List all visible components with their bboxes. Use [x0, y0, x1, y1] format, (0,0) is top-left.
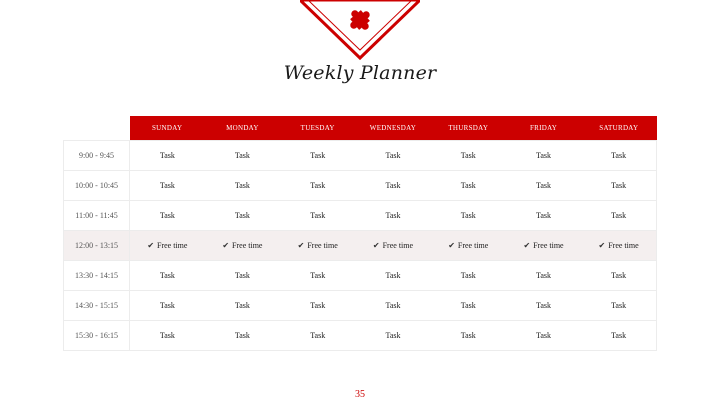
task-cell: Task	[355, 171, 430, 201]
table-row	[64, 291, 657, 321]
task-cell: Task	[280, 141, 355, 171]
check-icon: ✔	[523, 241, 531, 250]
task-cell: Task	[280, 261, 355, 291]
corner-cell	[64, 116, 130, 141]
free-time-cell	[205, 231, 280, 261]
day-header-friday: FRIDAY	[506, 116, 581, 141]
task-cell: Task	[205, 201, 280, 231]
task-cell: Task	[506, 291, 581, 321]
header-row	[64, 116, 657, 141]
time-slot: 13:30 - 14:15	[64, 261, 130, 291]
time-slot: 12:00 - 13:15	[64, 231, 130, 261]
free-time-label: Free time	[457, 241, 489, 250]
task-cell: Task	[506, 321, 581, 351]
table-row	[64, 171, 657, 201]
day-header-wednesday: WEDNESDAY	[355, 116, 430, 141]
table-row-free-time	[64, 231, 657, 261]
table-row	[64, 201, 657, 231]
weekly-planner-table	[63, 116, 657, 351]
time-slot: 10:00 - 10:45	[64, 171, 130, 201]
task-cell: Task	[506, 171, 581, 201]
task-cell: Task	[280, 291, 355, 321]
time-slot: 15:30 - 16:15	[64, 321, 130, 351]
task-cell: Task	[581, 141, 656, 171]
table-row	[64, 261, 657, 291]
check-icon: ✔	[448, 241, 455, 250]
task-cell: Task	[581, 201, 656, 231]
free-time-label: Free time	[533, 241, 564, 250]
day-header-saturday: SATURDAY	[581, 116, 656, 141]
task-cell: Task	[431, 171, 506, 201]
check-icon: ✔	[222, 241, 230, 250]
task-cell: Task	[355, 261, 430, 291]
task-cell: Task	[431, 201, 506, 231]
task-cell: Task	[581, 171, 656, 201]
time-slot: 9:00 - 9:45	[64, 141, 130, 171]
task-cell: Task	[506, 261, 581, 291]
task-cell: Task	[506, 141, 581, 171]
task-cell: Task	[280, 171, 355, 201]
table-row	[64, 141, 657, 171]
task-cell: Task	[130, 261, 205, 291]
task-cell: Task	[355, 321, 430, 351]
page-number: 35	[355, 389, 365, 400]
task-cell: Task	[205, 291, 280, 321]
task-cell: Task	[130, 291, 205, 321]
time-slot: 14:30 - 15:15	[64, 291, 130, 321]
task-cell: Task	[130, 201, 205, 231]
task-cell: Task	[280, 201, 355, 231]
task-cell: Task	[280, 321, 355, 351]
check-icon: ✔	[147, 241, 155, 250]
free-time-cell	[506, 231, 581, 261]
free-time-label: Free time	[608, 241, 639, 250]
task-cell: Task	[130, 141, 205, 171]
task-cell: Task	[506, 201, 581, 231]
day-header-sunday: SUNDAY	[130, 116, 205, 141]
check-icon: ✔	[372, 241, 380, 250]
task-cell: Task	[205, 141, 280, 171]
task-cell: Task	[581, 321, 656, 351]
task-cell: Task	[581, 291, 656, 321]
table-row	[64, 321, 657, 351]
task-cell: Task	[581, 261, 656, 291]
day-header-thursday: THURSDAY	[431, 116, 506, 141]
page-title: Weekly Planner	[283, 62, 437, 84]
task-cell: Task	[205, 321, 280, 351]
free-time-label: Free time	[382, 241, 414, 250]
free-time-cell	[431, 231, 506, 261]
task-cell: Task	[431, 141, 506, 171]
header-emblem	[300, 0, 420, 62]
day-header-tuesday: TUESDAY	[280, 116, 355, 141]
task-cell: Task	[431, 291, 506, 321]
task-cell: Task	[205, 171, 280, 201]
task-cell: Task	[130, 171, 205, 201]
check-icon: ✔	[598, 241, 606, 250]
task-cell: Task	[431, 321, 506, 351]
free-time-cell	[130, 231, 205, 261]
task-cell: Task	[355, 291, 430, 321]
task-cell: Task	[205, 261, 280, 291]
free-time-label: Free time	[307, 241, 338, 250]
day-header-monday: MONDAY	[205, 116, 280, 141]
task-cell: Task	[355, 141, 430, 171]
free-time-cell	[355, 231, 430, 261]
free-time-label: Free time	[232, 241, 263, 250]
time-slot: 11:00 - 11:45	[64, 201, 130, 231]
task-cell: Task	[355, 201, 430, 231]
free-time-label: Free time	[157, 241, 188, 250]
task-cell: Task	[431, 261, 506, 291]
task-cell: Task	[130, 321, 205, 351]
free-time-cell	[581, 231, 656, 261]
check-icon: ✔	[297, 241, 305, 250]
free-time-cell	[280, 231, 355, 261]
